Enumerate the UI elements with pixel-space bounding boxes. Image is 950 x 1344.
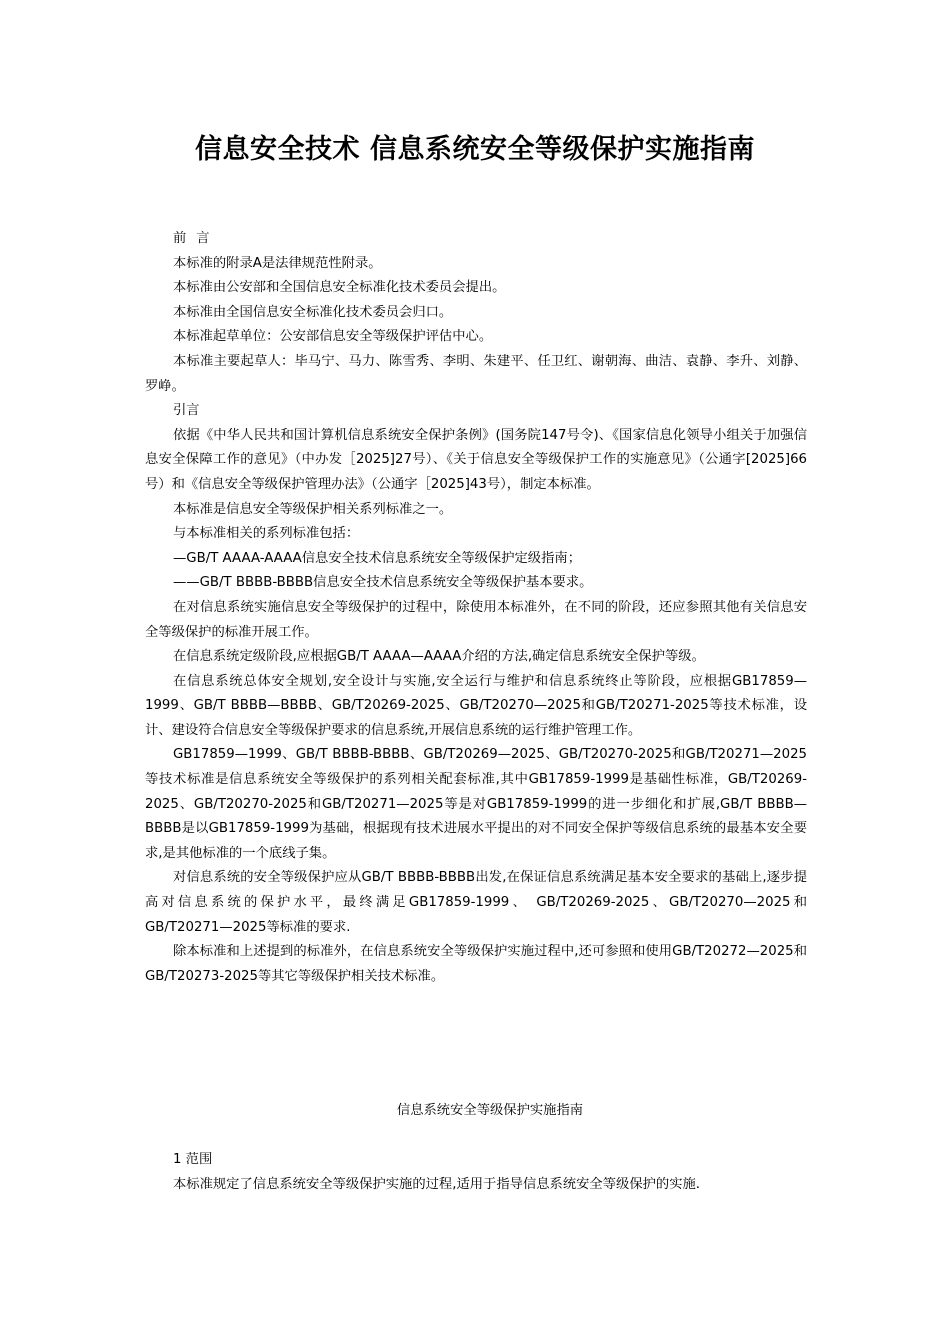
document-title: 信息安全技术 信息系统安全等级保护实施指南 xyxy=(195,134,755,165)
paragraph: 本标准由全国信息安全标准化技术委员会归口。 xyxy=(173,304,453,320)
paragraph: 本标准的附录A是法律规范性附录。 xyxy=(173,255,382,271)
paragraph: 在信息系统总体安全规划,安全设计与实施,安全运行与维护和信息系统终止等阶段，应根据GB17859—1999、GB/T BBBB—BBBB、GB/T20269-2025、GB/T20270—2025和GB/T20271-2025等技术标准，设计、建设符合信息安全等级保护要求的信息系统,开展信息系统的运行维护管理工作。 xyxy=(145,673,807,738)
paragraph: 除本标准和上述提到的标准外，在信息系统安全等级保护实施过程中,还可参照和使用GB/T20272—2025和GB/T20273-2025等其它等级保护相关技术标准。 xyxy=(145,944,807,984)
scope-section xyxy=(145,1148,807,1197)
preface-heading: 前言 xyxy=(173,231,220,246)
paragraph: 在信息系统定级阶段,应根据GB/T AAAA—AAAA介绍的方法,确定信息系统安全保护等级。 xyxy=(173,649,705,665)
document-body xyxy=(145,227,807,989)
paragraph: 依据《中华人民共和国计算机信息系统安全保护条例》(国务院147号令)、《国家信息化领导小组关于加强信息安全保障工作的意见》（中办发［2025]27号）、《关于信息安全等级保护工作的实施意见》（公通字[2025]66号）和《信息安全等级保护管理办法》（公通字［2025]43号），制定本标准。 xyxy=(145,427,807,492)
scope-heading: 1 范围 xyxy=(173,1152,213,1167)
list-item: ——GB/T BBBB-BBBB信息安全技术信息系统安全等级保护基本要求。 xyxy=(173,575,593,591)
paragraph: 本标准由公安部和全国信息安全标准化技术委员会提出。 xyxy=(173,280,506,296)
scope-text: 本标准规定了信息系统安全等级保护实施的过程,适用于指导信息系统安全等级保护的实施. xyxy=(173,1176,701,1192)
paragraph: 与本标准相关的系列标准包括： xyxy=(173,526,360,542)
section-subtitle: 信息系统安全等级保护实施指南 xyxy=(396,1103,584,1118)
paragraph: 在对信息系统实施信息安全等级保护的过程中，除使用本标准外，在不同的阶段，还应参照其他有关信息安全等级保护的标准开展工作。 xyxy=(145,599,807,640)
list-item: —GB/T AAAA-AAAA信息安全技术信息系统安全等级保护定级指南； xyxy=(173,550,581,566)
paragraph: 本标准起草单位：公安部信息安全等级保护评估中心。 xyxy=(173,329,493,345)
introduction-heading: 引言 xyxy=(173,403,200,419)
paragraph: 对信息系统的安全等级保护应从GB/T BBBB-BBBB出发,在保证信息系统满足基本安全要求的基础上,逐步提高对信息系统的保护水平，最终满足GB17859-1999、 GB/T20269-2025、GB/T20270—2025和GB/T20271—2025等标准的要求. xyxy=(145,870,807,935)
paragraph: 本标准是信息安全等级保护相关系列标准之一。 xyxy=(173,501,453,517)
paragraph: GB17859—1999、GB/T BBBB-BBBB、GB/T20269—2025、GB/T20270-2025和GB/T20271—2025等技术标准是信息系统安全等级保护的系列相关配套标准,其中GB17859-1999是基础性标准，GB/T20269-2025、GB/T20270-2025和GB/T20271—2025等是对GB17859-1999的进一步细化和扩展,GB/T BBBB—BBBB是以GB17859-1999为基础，根据现有技术进展水平提出的对不同安全保护等级信息系统的最基本安全要求,是其他标准的一个底线子集。 xyxy=(145,747,807,861)
paragraph: 本标准主要起草人：毕马宁、马力、陈雪秀、李明、朱建平、任卫红、谢朝海、曲洁、袁静、李升、刘静、罗峥。 xyxy=(145,353,807,394)
